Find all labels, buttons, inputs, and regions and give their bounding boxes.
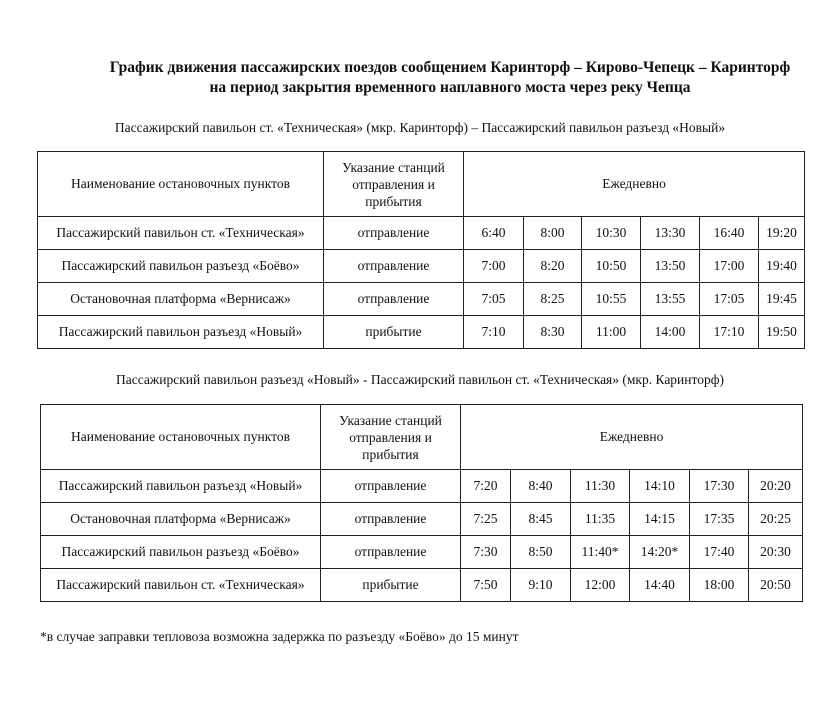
time-cell: 10:30 (582, 217, 641, 250)
time-cell: 17:40 (690, 536, 749, 569)
title-line-2: на период закрытия временного наплавного моста через реку Чепца (209, 79, 691, 96)
time-cell: 8:50 (511, 536, 571, 569)
time-cell: 18:00 (690, 569, 749, 602)
time-cell: 16:40 (700, 217, 759, 250)
table-row (38, 283, 805, 316)
time-cell: 11:30 (571, 470, 630, 503)
stop-name: Остановочная платформа «Вернисаж» (38, 283, 324, 316)
time-cell: 7:25 (461, 503, 511, 536)
time-cell: 14:00 (641, 316, 700, 349)
time-cell: 11:00 (582, 316, 641, 349)
table-row (41, 470, 803, 503)
time-cell: 11:35 (571, 503, 630, 536)
time-cell: 8:30 (524, 316, 582, 349)
stop-name: Остановочная платформа «Вернисаж» (41, 503, 321, 536)
stop-type: отправление (321, 536, 461, 569)
time-cell: 8:45 (511, 503, 571, 536)
time-cell: 11:40* (571, 536, 630, 569)
time-cell: 20:20 (749, 470, 803, 503)
time-cell: 13:50 (641, 250, 700, 283)
time-cell: 7:10 (464, 316, 524, 349)
header-stop-name: Наименование остановочных пунктов (38, 152, 324, 217)
table-row (41, 569, 803, 602)
table-header-row (38, 152, 805, 217)
time-cell: 17:05 (700, 283, 759, 316)
stop-name: Пассажирский павильон разъезд «Боёво» (41, 536, 321, 569)
table-row (41, 503, 803, 536)
header-indication: Указание станций отправления и прибытия (324, 152, 464, 217)
time-cell: 14:40 (630, 569, 690, 602)
time-cell: 6:40 (464, 217, 524, 250)
stop-type: отправление (321, 503, 461, 536)
time-cell: 7:05 (464, 283, 524, 316)
time-cell: 7:30 (461, 536, 511, 569)
time-cell: 9:10 (511, 569, 571, 602)
stop-name: Пассажирский павильон ст. «Техническая» (41, 569, 321, 602)
stop-type: отправление (321, 470, 461, 503)
table-header-row (41, 405, 803, 470)
table-1-subtitle: Пассажирский павильон ст. «Техническая» (мкр. Каринторф) – Пассажирский павильон разъезд «Новый» (114, 120, 726, 135)
stop-name: Пассажирский павильон разъезд «Боёво» (38, 250, 324, 283)
schedule-table-return (40, 404, 803, 602)
schedule-table-forward (37, 151, 805, 349)
time-cell: 10:55 (582, 283, 641, 316)
time-cell: 7:50 (461, 569, 511, 602)
time-cell: 7:20 (461, 470, 511, 503)
time-cell: 8:00 (524, 217, 582, 250)
table-row (38, 250, 805, 283)
time-cell: 17:00 (700, 250, 759, 283)
time-cell: 20:25 (749, 503, 803, 536)
time-cell: 14:15 (630, 503, 690, 536)
table-row (41, 536, 803, 569)
time-cell: 8:25 (524, 283, 582, 316)
time-cell: 13:30 (641, 217, 700, 250)
time-cell: 19:45 (759, 283, 805, 316)
title-line-1: График движения пассажирских поездов сообщением Каринторф – Кирово-Чепецк – Каринторф (109, 59, 791, 76)
time-cell: 8:40 (511, 470, 571, 503)
stop-type: прибытие (324, 316, 464, 349)
header-indication: Указание станций отправления и прибытия (321, 405, 461, 470)
document-title (0, 58, 840, 98)
time-cell: 12:00 (571, 569, 630, 602)
stop-name: Пассажирский павильон разъезд «Новый» (41, 470, 321, 503)
footnote: *в случае заправки тепловоза возможна задержка по разъезду «Боёво» до 15 минут (40, 629, 519, 644)
time-cell: 10:50 (582, 250, 641, 283)
stop-type: прибытие (321, 569, 461, 602)
time-cell: 17:30 (690, 470, 749, 503)
table-row (38, 316, 805, 349)
time-cell: 20:30 (749, 536, 803, 569)
time-cell: 13:55 (641, 283, 700, 316)
stop-type: отправление (324, 217, 464, 250)
time-cell: 7:00 (464, 250, 524, 283)
header-stop-name: Наименование остановочных пунктов (41, 405, 321, 470)
stop-name: Пассажирский павильон ст. «Техническая» (38, 217, 324, 250)
time-cell: 20:50 (749, 569, 803, 602)
table-2-subtitle: Пассажирский павильон разъезд «Новый» - Пассажирский павильон ст. «Техническая» (мкр. Каринторф) (116, 372, 724, 387)
time-cell: 14:10 (630, 470, 690, 503)
time-cell: 17:35 (690, 503, 749, 536)
time-cell: 14:20* (630, 536, 690, 569)
header-daily: Ежедневно (464, 152, 805, 217)
time-cell: 8:20 (524, 250, 582, 283)
stop-type: отправление (324, 250, 464, 283)
time-cell: 19:40 (759, 250, 805, 283)
time-cell: 19:20 (759, 217, 805, 250)
stop-name: Пассажирский павильон разъезд «Новый» (38, 316, 324, 349)
time-cell: 19:50 (759, 316, 805, 349)
header-daily: Ежедневно (461, 405, 803, 470)
stop-type: отправление (324, 283, 464, 316)
time-cell: 17:10 (700, 316, 759, 349)
table-row (38, 217, 805, 250)
